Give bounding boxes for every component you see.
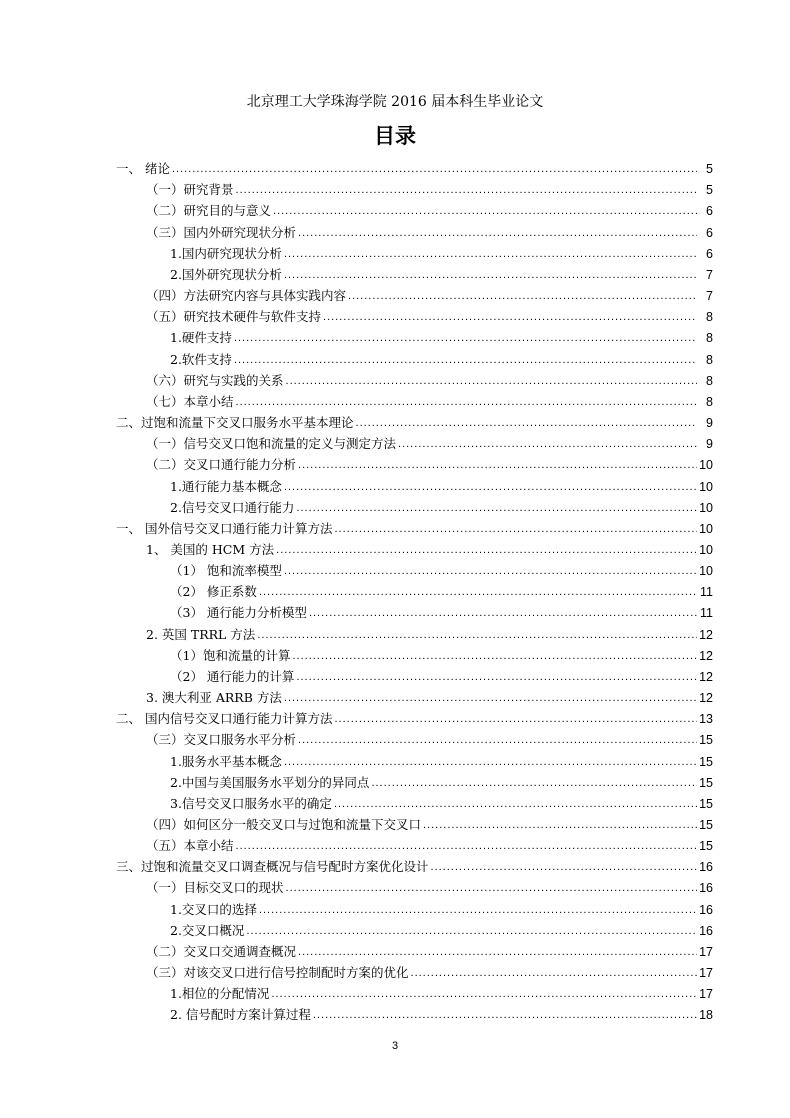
toc-entry[interactable] [116,517,713,538]
toc-leader-dots [236,838,697,854]
toc-entry-label: （2） 通行能力的计算 [170,668,295,684]
toc-entry-label: 2.交叉口概况 [170,922,245,938]
toc-entry[interactable] [116,347,713,368]
toc-entry[interactable] [116,644,713,665]
toc-entry-label: 2.国外研究现状分析 [170,266,282,282]
toc-entry[interactable] [116,876,713,897]
toc-leader-dots [371,775,697,791]
toc-leader-dots [234,352,697,368]
table-of-contents [116,157,713,1024]
toc-entry[interactable] [116,242,713,263]
toc-entry-label: 1.硬件支持 [170,330,232,346]
toc-entry-page: 8 [706,331,713,346]
toc-entry[interactable] [116,538,713,559]
running-header: 北京理工大学珠海学院 2016 届本科生毕业论文 [246,94,544,110]
toc-leader-dots [246,923,697,939]
toc-title: 目录 [374,124,416,148]
toc-leader-dots [276,542,697,558]
toc-entry[interactable] [116,897,713,918]
toc-entry[interactable] [116,728,713,749]
toc-entry-page: 9 [706,437,713,452]
toc-leader-dots [284,479,697,495]
toc-entry-page: 16 [699,923,713,938]
toc-leader-dots [234,330,697,346]
toc-entry[interactable] [116,919,713,940]
toc-entry-label: 1、 美国的 HCM 方法 [146,541,275,557]
toc-entry-page: 7 [706,289,713,304]
toc-entry[interactable] [116,390,713,411]
toc-entry[interactable] [116,411,713,432]
toc-entry-label: 1.国内研究现状分析 [170,245,282,261]
toc-entry[interactable] [116,220,713,241]
toc-entry-label: （二）研究目的与意义 [146,203,272,219]
toc-entry-label: 2. 信号配时方案计算过程 [170,1007,311,1023]
toc-entry[interactable] [116,157,713,178]
toc-entry-page: 16 [699,881,713,896]
toc-leader-dots [334,711,697,727]
toc-entry[interactable] [116,982,713,1003]
toc-leader-dots [259,584,697,600]
toc-leader-dots [259,902,697,918]
toc-entry-label: （1） 饱和流率模型 [170,563,282,579]
toc-entry-page: 10 [699,564,713,579]
toc-entry-page: 18 [699,1008,713,1023]
toc-leader-dots [398,436,697,452]
toc-leader-dots [356,415,697,431]
toc-entry-label: （五）本章小结 [146,838,234,854]
toc-leader-dots [292,648,697,664]
toc-leader-dots [257,627,697,643]
toc-entry-page: 17 [699,944,713,959]
toc-entry-page: 15 [699,818,713,832]
toc-entry[interactable] [116,707,713,728]
toc-leader-dots [431,859,697,875]
toc-entry[interactable] [116,961,713,982]
toc-leader-dots [313,1007,697,1023]
toc-entry[interactable] [116,813,713,834]
toc-entry-label: 2. 英国 TRRL 方法 [146,626,256,642]
toc-leader-dots [323,309,697,325]
toc-entry-label: （2） 修正系数 [170,584,257,600]
toc-entry-page: 9 [706,416,713,431]
toc-entry[interactable] [116,199,713,220]
toc-entry-label: 3.信号交叉口服务水平的确定 [170,795,332,811]
toc-entry-page: 16 [699,902,713,917]
toc-entry-page: 17 [699,966,713,981]
toc-entry-label: 1.交叉口的选择 [170,901,257,917]
page-number: 3 [391,1040,399,1052]
toc-entry-label: 2.中国与美国服务水平划分的异同点 [170,774,370,790]
toc-entry-page: 7 [706,267,713,282]
toc-entry-page: 12 [699,648,713,663]
toc-leader-dots [286,880,697,896]
toc-entry-label: （一）目标交叉口的现状 [146,880,284,896]
toc-entry-page: 15 [699,775,713,790]
toc-entry[interactable] [116,834,713,855]
toc-entry[interactable] [116,369,713,390]
toc-entry-label: （二）交叉口交通调查概况 [146,943,297,959]
toc-entry-label: 1.通行能力基本概念 [170,478,282,494]
toc-entry-label: （五）研究技术硬件与软件支持 [146,309,322,325]
toc-entry-page: 12 [699,691,713,706]
toc-entry[interactable] [116,326,713,347]
toc-leader-dots [411,965,697,981]
toc-leader-dots [172,161,697,177]
toc-entry-page: 10 [699,458,713,473]
toc-leader-dots [334,521,697,537]
toc-leader-dots [284,246,697,262]
toc-entry-page: 10 [699,479,713,494]
toc-entry[interactable] [116,622,713,643]
toc-entry-label: 三、过饱和流量交叉口调查概况与信号配时方案优化设计 [116,859,429,875]
toc-entry[interactable] [116,580,713,601]
toc-entry[interactable] [116,855,713,876]
toc-entry-label: 一、 国外信号交叉口通行能力计算方法 [116,520,333,536]
toc-leader-dots [284,563,697,579]
toc-entry[interactable] [116,771,713,792]
toc-leader-dots [298,732,697,748]
toc-entry-page: 15 [699,733,713,748]
toc-entry-label: （1）饱和流量的计算 [170,647,291,663]
toc-entry-page: 16 [699,860,713,875]
toc-entry-label: 3. 澳大利亚 ARRB 方法 [146,690,282,706]
toc-entry-label: 1.相位的分配情况 [170,986,270,1002]
toc-entry-label: （三）交叉口服务水平分析 [146,732,297,748]
toc-leader-dots [309,605,697,621]
toc-entry-label: （四）如何区分一般交叉口与过饱和流量下交叉口 [146,817,422,832]
toc-entry-label: 二、 国内信号交叉口通行能力计算方法 [116,711,333,727]
toc-entry-page: 8 [706,310,713,325]
toc-entry[interactable] [116,474,713,495]
toc-entry[interactable] [116,601,713,622]
toc-entry-page: 6 [706,225,713,240]
toc-entry[interactable] [116,305,713,326]
toc-leader-dots [284,267,697,283]
toc-entry-page: 10 [699,500,713,515]
toc-entry[interactable] [116,432,713,453]
toc-entry-page: 15 [699,796,713,811]
toc-entry[interactable] [116,559,713,580]
toc-leader-dots [236,182,697,198]
toc-entry[interactable] [116,453,713,474]
toc-entry-page: 10 [699,521,713,536]
toc-entry-page: 5 [706,183,713,198]
toc-entry[interactable] [116,940,713,961]
toc-entry-page: 10 [699,542,713,557]
toc-leader-dots [284,754,697,770]
toc-leader-dots [271,986,697,1002]
toc-leader-dots [298,944,697,960]
toc-leader-dots [296,669,697,685]
toc-entry-label: （三）国内外研究现状分析 [146,224,297,240]
toc-entry-page: 8 [706,394,713,409]
toc-leader-dots [298,457,697,473]
toc-entry-page: 12 [699,669,713,684]
toc-entry-page: 11 [700,606,713,621]
toc-entry-label: （3） 通行能力分析模型 [170,605,307,621]
toc-entry[interactable] [116,1003,713,1024]
toc-entry-page: 17 [699,987,713,1002]
toc-entry-page: 13 [699,712,713,727]
toc-entry-page: 15 [699,754,713,769]
toc-entry-label: （七）本章小结 [146,393,234,409]
toc-entry-page: 8 [706,373,713,388]
toc-leader-dots [284,690,697,706]
toc-entry-page: 8 [706,352,713,367]
toc-entry[interactable] [116,749,713,770]
toc-leader-dots [236,394,697,410]
toc-entry-label: 1.服务水平基本概念 [170,753,282,769]
toc-entry-page: 5 [706,162,713,177]
toc-entry-label: （六）研究与实践的关系 [146,372,284,388]
toc-entry-label: 2.软件支持 [170,351,232,367]
toc-leader-dots [423,817,697,833]
toc-entry-label: （一）信号交叉口饱和流量的定义与测定方法 [146,436,397,452]
toc-entry-label: （四）方法研究内容与具体实践内容 [146,288,347,304]
toc-leader-dots [286,373,697,389]
toc-entry[interactable] [116,496,713,517]
toc-entry-label: 一、 绪论 [116,161,170,177]
toc-leader-dots [296,500,697,516]
toc-entry[interactable] [116,284,713,305]
toc-entry-label: （一）研究背景 [146,182,234,198]
toc-entry-page: 12 [699,627,713,642]
toc-entry[interactable] [116,792,713,813]
toc-leader-dots [273,203,697,219]
toc-entry-page: 11 [700,585,713,600]
toc-entry-page: 6 [706,204,713,219]
toc-entry-label: 二、过饱和流量下交叉口服务水平基本理论 [116,415,354,431]
toc-entry[interactable] [116,263,713,284]
toc-entry-label: （三）对该交叉口进行信号控制配时方案的优化 [146,965,409,981]
toc-entry-label: 2.信号交叉口通行能力 [170,499,295,515]
toc-entry[interactable] [116,686,713,707]
toc-entry-label: （二）交叉口通行能力分析 [146,457,297,473]
toc-entry[interactable] [116,665,713,686]
toc-entry[interactable] [116,178,713,199]
toc-leader-dots [334,796,697,812]
toc-leader-dots [348,288,697,304]
toc-entry-page: 6 [706,246,713,261]
toc-leader-dots [298,225,697,241]
toc-entry-page: 15 [699,839,713,854]
